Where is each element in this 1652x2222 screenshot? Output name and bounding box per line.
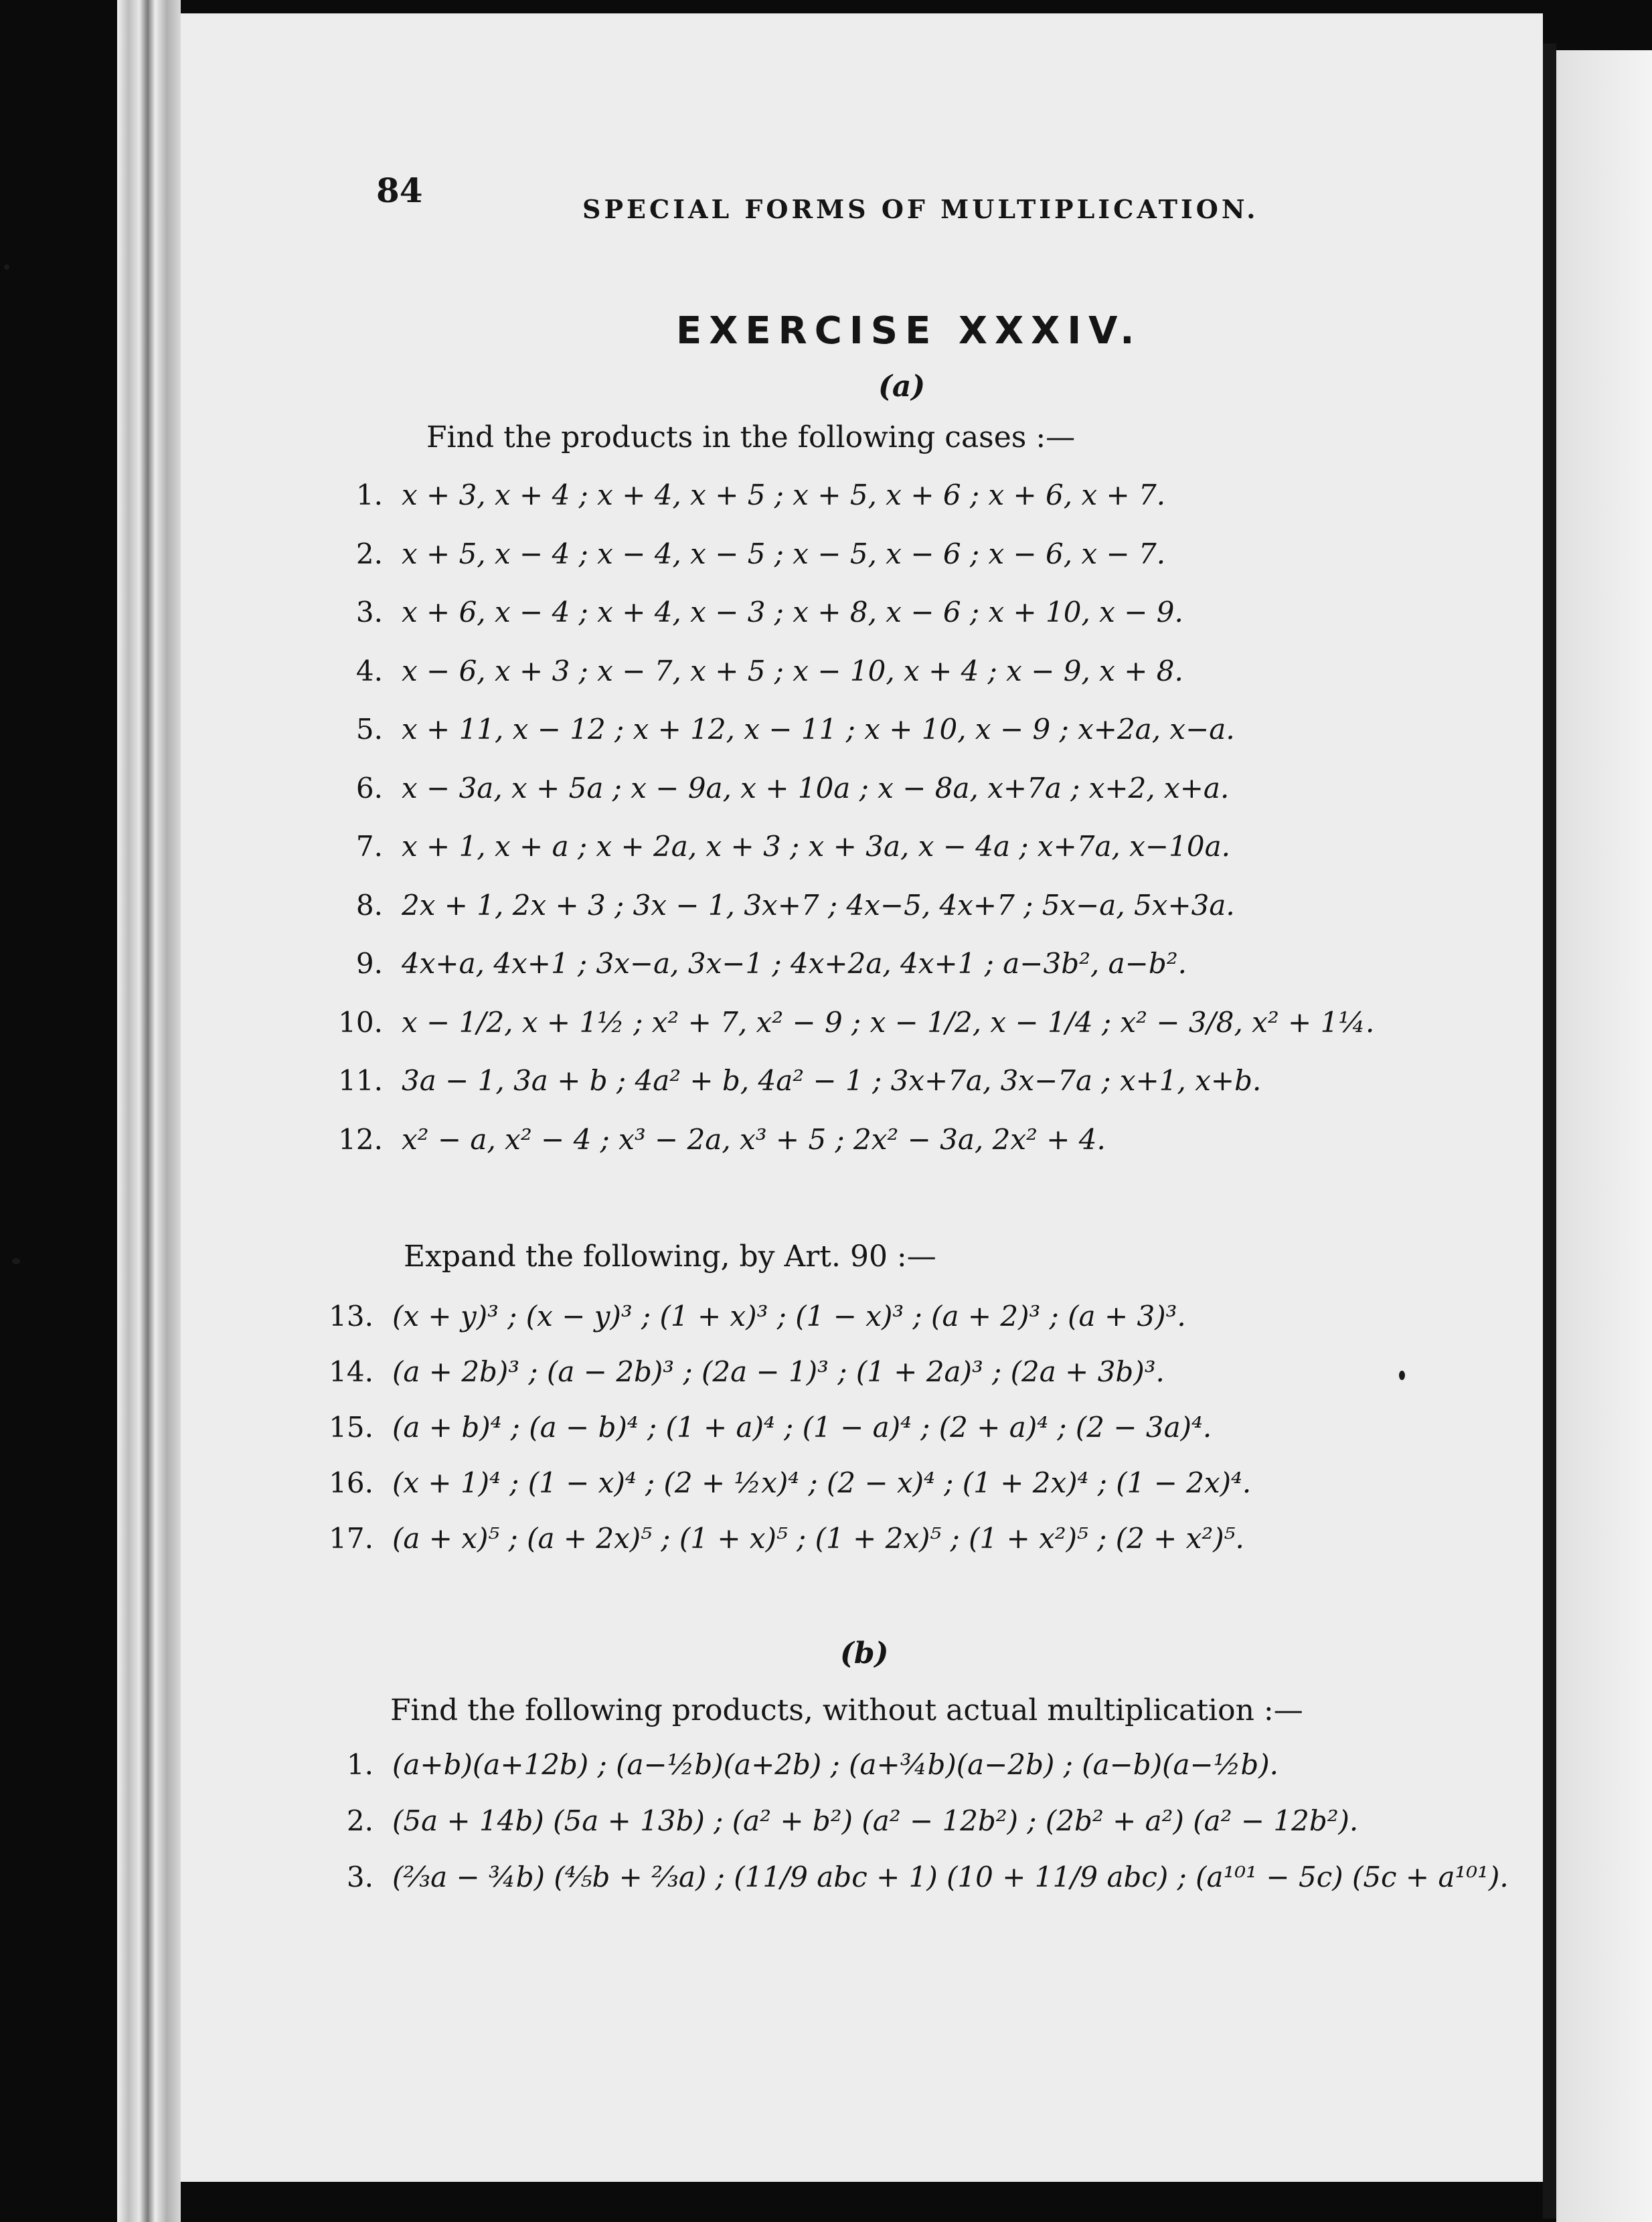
page-gutter	[1543, 44, 1556, 2219]
problem-line	[335, 713, 1235, 746]
problem-number: 1.	[355, 479, 383, 511]
problem-number: 11.	[338, 1064, 383, 1097]
problem-line	[335, 1006, 1374, 1039]
problem-expression: 2x + 1, 2x + 3 ; 3x − 1, 3x+7 ; 4x−5, 4x+7 ; 5x−a, 5x+3a.	[402, 888, 1235, 922]
problem-line	[335, 537, 1165, 570]
problem-number: 1.	[346, 1748, 374, 1781]
problem-number: 15.	[329, 1411, 374, 1444]
problem-line	[335, 830, 1230, 863]
problem-number: 8.	[355, 888, 383, 922]
problem-line	[335, 772, 1229, 804]
problem-line	[325, 1300, 1186, 1333]
section-b-instruction: Find the following products, without actual multiplication :—	[390, 1693, 1303, 1727]
problem-line	[325, 1748, 1278, 1781]
section-a-instruction: Find the products in the following cases :—	[426, 420, 1076, 454]
problem-expression: x − 1/2, x + 1½ ; x² + 7, x² − 9 ; x − 1/2, x − 1/4 ; x² − 3/8, x² + 1¼.	[402, 1005, 1375, 1039]
problem-number: 13.	[329, 1300, 374, 1333]
problem-expression: x + 1, x + a ; x + 2a, x + 3 ; x + 3a, x − 4a ; x+7a, x−10a.	[402, 830, 1230, 863]
problem-expression: x + 6, x − 4 ; x + 4, x − 3 ; x + 8, x − 6 ; x + 10, x − 9.	[402, 596, 1183, 628]
exercise-title: EXERCISE XXXIV.	[676, 309, 1142, 353]
problem-expression: (a+b)(a+12b) ; (a−½b)(a+2b) ; (a+¾b)(a−2b) ; (a−b)(a−½b).	[392, 1748, 1279, 1781]
facing-page-edge	[1556, 50, 1652, 2222]
problem-line	[335, 655, 1183, 687]
scan-speck	[4, 264, 9, 270]
problem-expression: x + 3, x + 4 ; x + 4, x + 5 ; x + 5, x + 6 ; x + 6, x + 7.	[402, 479, 1166, 511]
problem-expression: x² − a, x² − 4 ; x³ − 2a, x³ + 5 ; 2x² − 3a, 2x² + 4.	[402, 1122, 1106, 1156]
problem-line	[325, 1411, 1212, 1444]
problem-number: 2.	[355, 537, 383, 570]
problem-line	[325, 1522, 1244, 1555]
problem-expression: x − 6, x + 3 ; x − 7, x + 5 ; x − 10, x + 4 ; x − 9, x + 8.	[402, 654, 1183, 687]
problem-expression: x + 5, x − 4 ; x − 4, x − 5 ; x − 5, x − 6 ; x − 6, x − 7.	[402, 537, 1166, 570]
problem-line	[335, 596, 1183, 628]
problem-expression: (⅔a − ¾b) (⅘b + ⅔a) ; (11/9 abc + 1) (10 + 11/9 abc) ; (a¹⁰¹ − 5c) (5c + a¹⁰¹).	[392, 1861, 1509, 1893]
problem-expression: (a + x)⁵ ; (a + 2x)⁵ ; (1 + x)⁵ ; (1 + 2x)⁵ ; (1 + x²)⁵ ; (2 + x²)⁵.	[392, 1522, 1244, 1555]
problem-line	[335, 1064, 1261, 1097]
problem-expression: (x + 1)⁴ ; (1 − x)⁴ ; (2 + ½x)⁴ ; (2 − x)⁴ ; (1 + 2x)⁴ ; (1 − 2x)⁴.	[392, 1466, 1252, 1499]
problem-expression: (x + y)³ ; (x − y)³ ; (1 + x)³ ; (1 − x)³ ; (a + 2)³ ; (a + 3)³.	[392, 1300, 1186, 1333]
problem-line	[335, 947, 1187, 980]
problem-number: 7.	[355, 830, 383, 863]
running-head: SPECIAL FORMS OF MULTIPLICATION.	[582, 194, 1259, 224]
book-binding-edge	[117, 0, 181, 2222]
problem-line	[325, 1355, 1165, 1388]
page-number: 84	[376, 171, 423, 210]
problem-expression: (a + b)⁴ ; (a − b)⁴ ; (1 + a)⁴ ; (1 − a)⁴ ; (2 + a)⁴ ; (2 − 3a)⁴.	[392, 1411, 1212, 1444]
section-a-label: (a)	[878, 369, 926, 404]
problem-line	[335, 1123, 1106, 1156]
problem-number: 10.	[338, 1005, 383, 1039]
problem-number: 3.	[355, 596, 383, 628]
problem-number: 6.	[355, 771, 383, 804]
problem-line	[335, 479, 1165, 511]
section-b-label: (b)	[840, 1636, 889, 1671]
problem-number: 12.	[338, 1122, 383, 1156]
problem-number: 16.	[329, 1466, 374, 1499]
problem-number: 17.	[329, 1522, 374, 1555]
problem-expression: (a + 2b)³ ; (a − 2b)³ ; (2a − 1)³ ; (1 + 2a)³ ; (2a + 3b)³.	[392, 1355, 1165, 1388]
problem-line	[325, 1861, 1509, 1893]
problem-number: 14.	[329, 1355, 374, 1388]
problem-number: 5.	[355, 713, 383, 746]
problem-expression: 3a − 1, 3a + b ; 4a² + b, 4a² − 1 ; 3x+7a, 3x−7a ; x+1, x+b.	[402, 1064, 1262, 1097]
scan-speck	[12, 1258, 20, 1264]
problem-expression: (5a + 14b) (5a + 13b) ; (a² + b²) (a² − 12b²) ; (2b² + a²) (a² − 12b²).	[392, 1804, 1359, 1837]
problem-line	[325, 1466, 1251, 1499]
problem-number: 3.	[346, 1861, 374, 1893]
problem-number: 9.	[355, 947, 383, 980]
problem-line	[335, 889, 1235, 922]
problem-line	[325, 1804, 1358, 1837]
problem-expression: 4x+a, 4x+1 ; 3x−a, 3x−1 ; 4x+2a, 4x+1 ; a−3b², a−b².	[402, 947, 1187, 980]
expand-instruction: Expand the following, by Art. 90 :—	[404, 1240, 936, 1274]
problem-expression: x + 11, x − 12 ; x + 12, x − 11 ; x + 10, x − 9 ; x+2a, x−a.	[402, 713, 1235, 746]
scan-speck	[1399, 1371, 1405, 1380]
problem-number: 4.	[355, 654, 383, 687]
problem-number: 2.	[346, 1804, 374, 1837]
problem-expression: x − 3a, x + 5a ; x − 9a, x + 10a ; x − 8a, x+7a ; x+2, x+a.	[402, 771, 1230, 804]
